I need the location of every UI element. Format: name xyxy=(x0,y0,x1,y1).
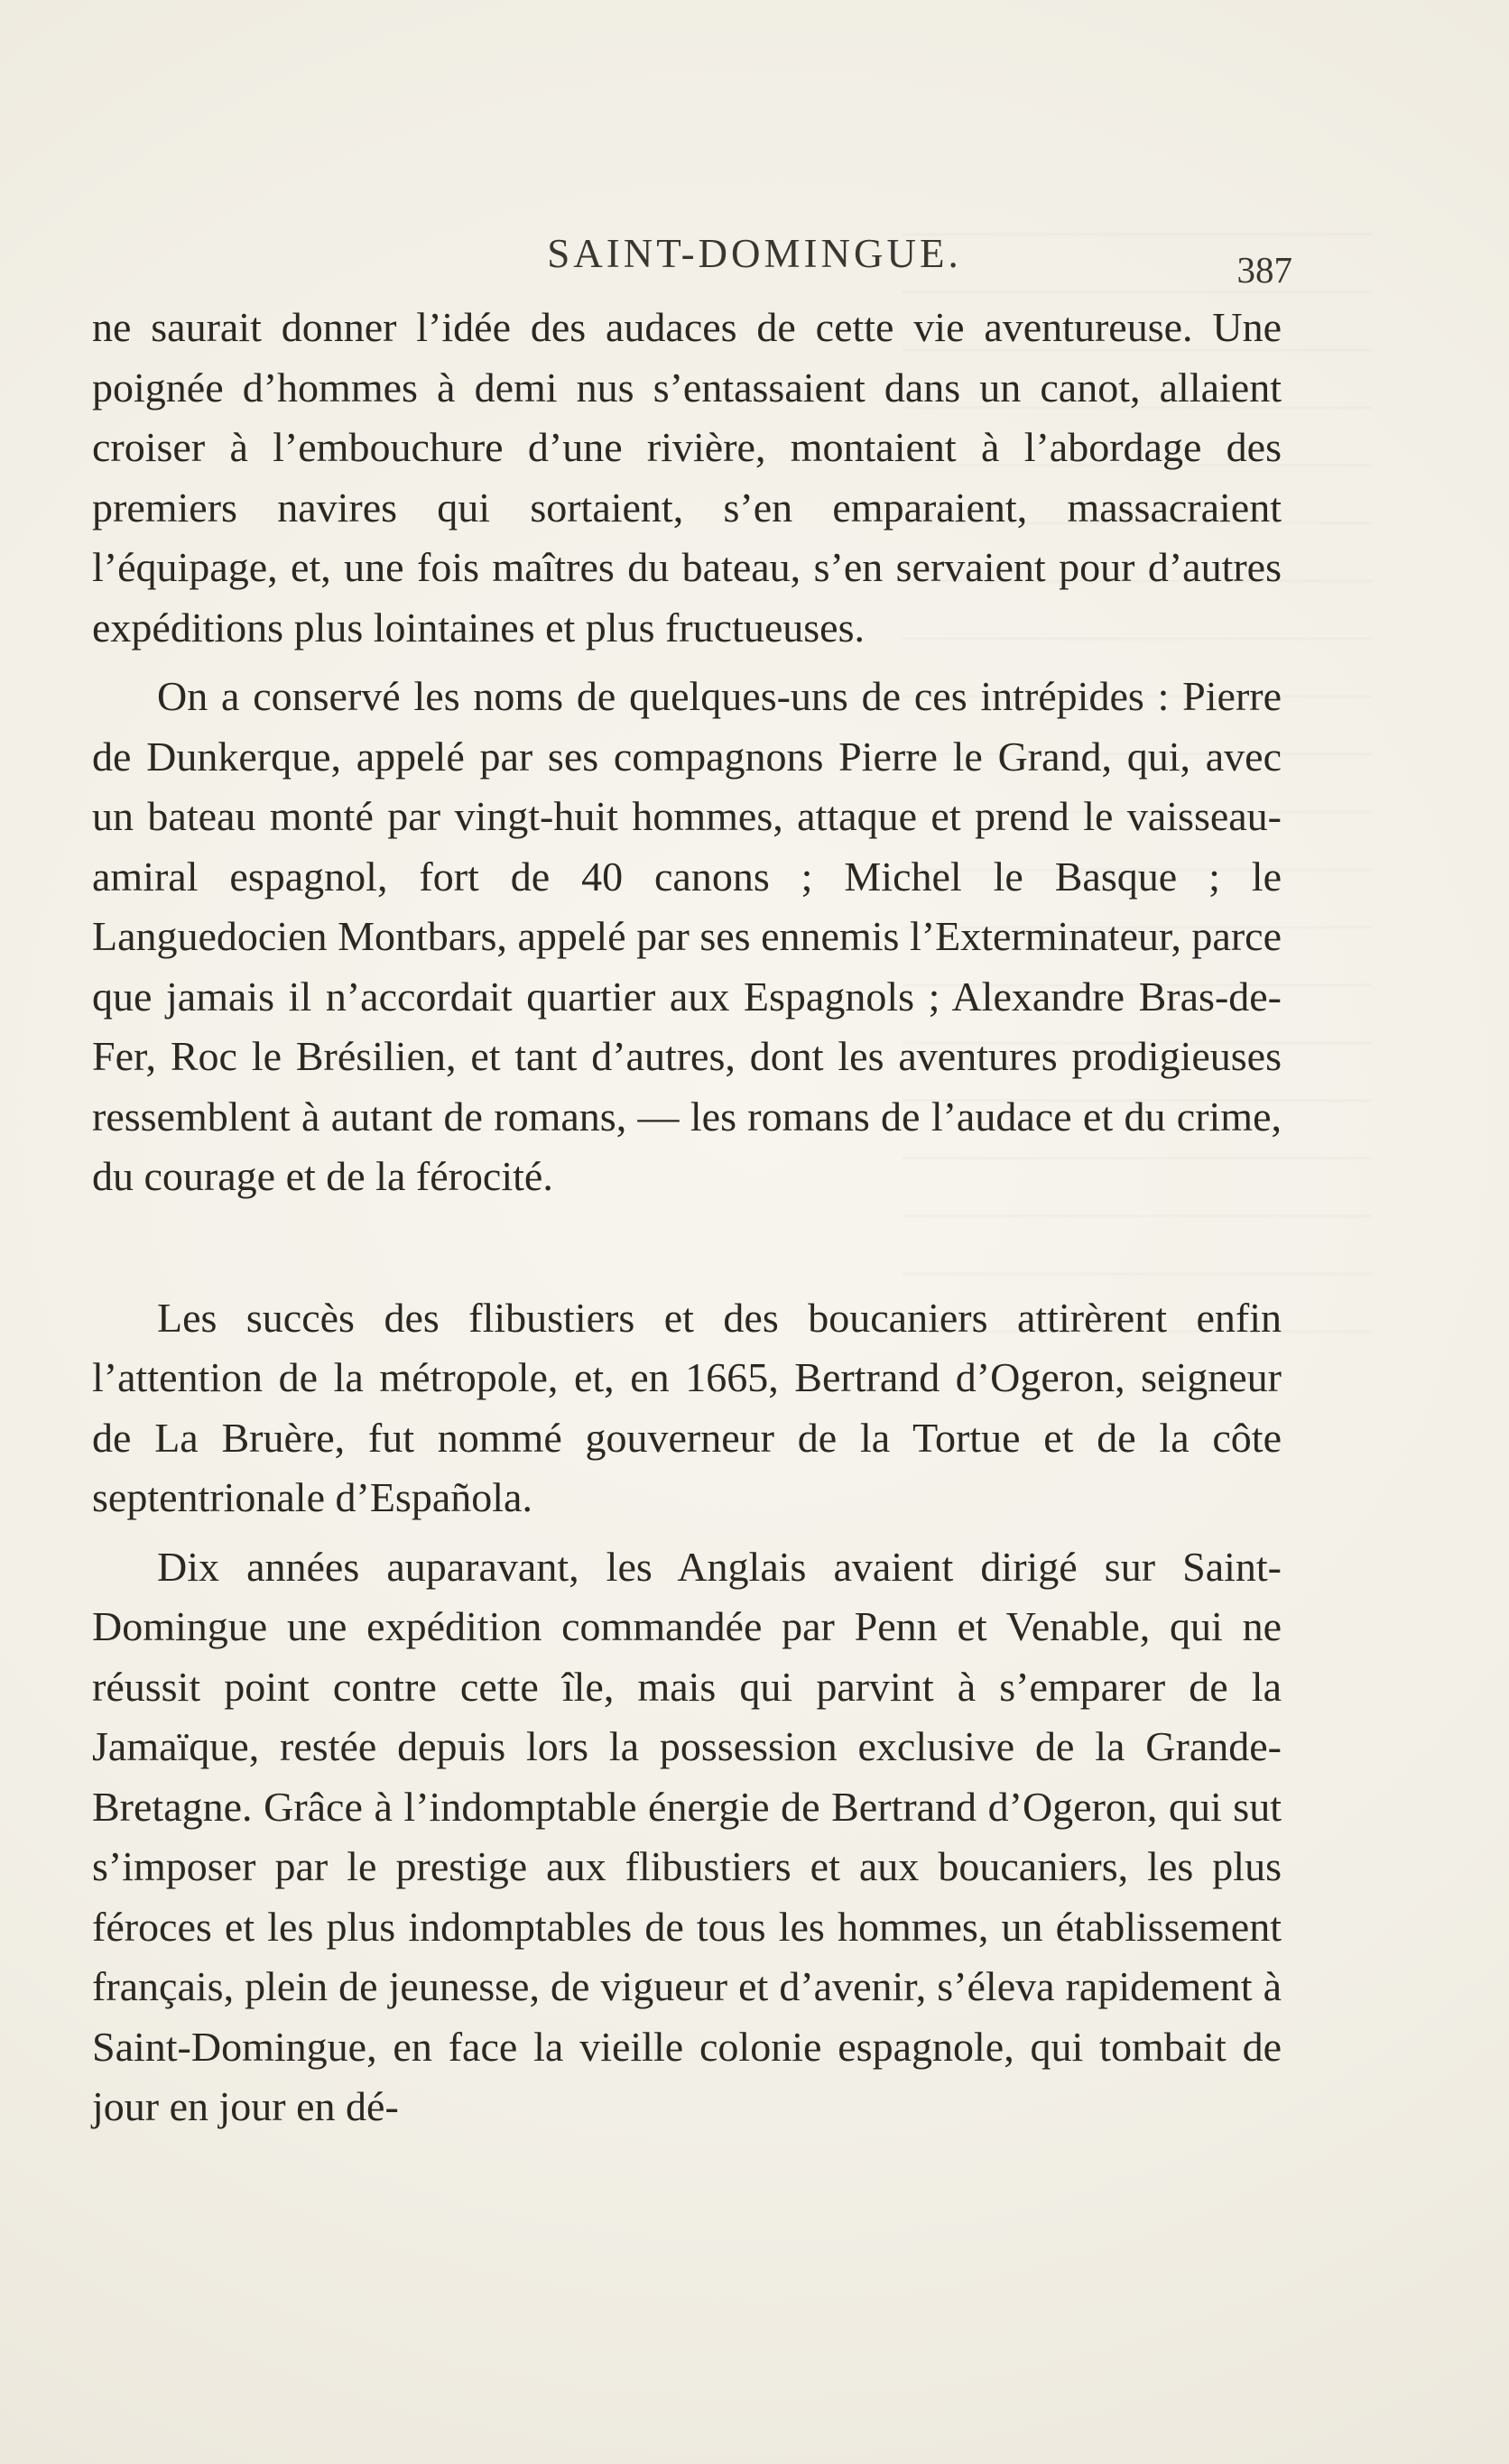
paragraph-4: Dix années auparavant, les Anglais avaient dirigé sur Saint-Domingue une expédition commandée par Penn et Venable, qui ne réussit point contre cette île, mais qui parvint à s’emparer de la Jamaïque, restée depuis lors la possession exclusive de la Grande-Bretagne. Grâce à l’indomptable énergie de Bertrand d’Ogeron, qui sut s’imposer par le prestige aux flibustiers et aux boucaniers, les plus féroces et les plus indomptables de tous les hommes, un établissement français, plein de jeunesse, de vigueur et d’avenir, s’éleva rapidement à Saint-Domingue, en face la vieille colonie espagnole, qui tombait de jour en jour en dé- xyxy=(92,1543,1282,2129)
body-text xyxy=(92,298,1282,2137)
paragraph-2: On a conservé les noms de quelques-uns de ces intrépides : Pierre de Dunkerque, appelé par ses compagnons Pierre le Grand, qui, avec un bateau monté par vingt-huit hommes, attaque et prend le vaisseau-amiral espagnol, fort de 40 canons ; Michel le Basque ; le Languedocien Montbars, appelé par ses ennemis l’Exterminateur, parce que jamais il n’accordait quartier aux Espagnols ; Alexandre Bras-de-Fer, Roc le Brésilien, et tant d’autres, dont les aventures prodigieuses ressemblent à autant de romans, — les romans de l’audace et du crime, du courage et de la férocité. xyxy=(92,673,1282,1199)
page-number: 387 xyxy=(1236,249,1292,291)
paragraph-spacing xyxy=(92,1528,1282,1537)
running-head: SAINT-DOMINGUE. xyxy=(547,231,962,276)
paragraph-1: ne saurait donner l’idée des audaces de cette vie aventureuse. Une poignée d’hommes à demi nus s’entassaient dans un canot, allaient croiser à l’embouchure d’une rivière, montaient à l’abordage des premiers navires qui sortaient, s’en emparaient, massacraient l’équipage, et, une fois maîtres du bateau, s’en servaient pour d’autres expéditions plus lointaines et plus fructueuses. xyxy=(92,304,1282,651)
section-break xyxy=(92,1207,1282,1288)
paragraph-spacing xyxy=(92,658,1282,667)
paragraph-3: Les succès des flibustiers et des boucaniers attirèrent enfin l’attention de la métropole, et, en 1665, Bertrand d’Ogeron, seigneur de La Bruère, fut nommé gouverneur de la Tortue et de la côte septentrionale d’Española. xyxy=(92,1294,1282,1520)
